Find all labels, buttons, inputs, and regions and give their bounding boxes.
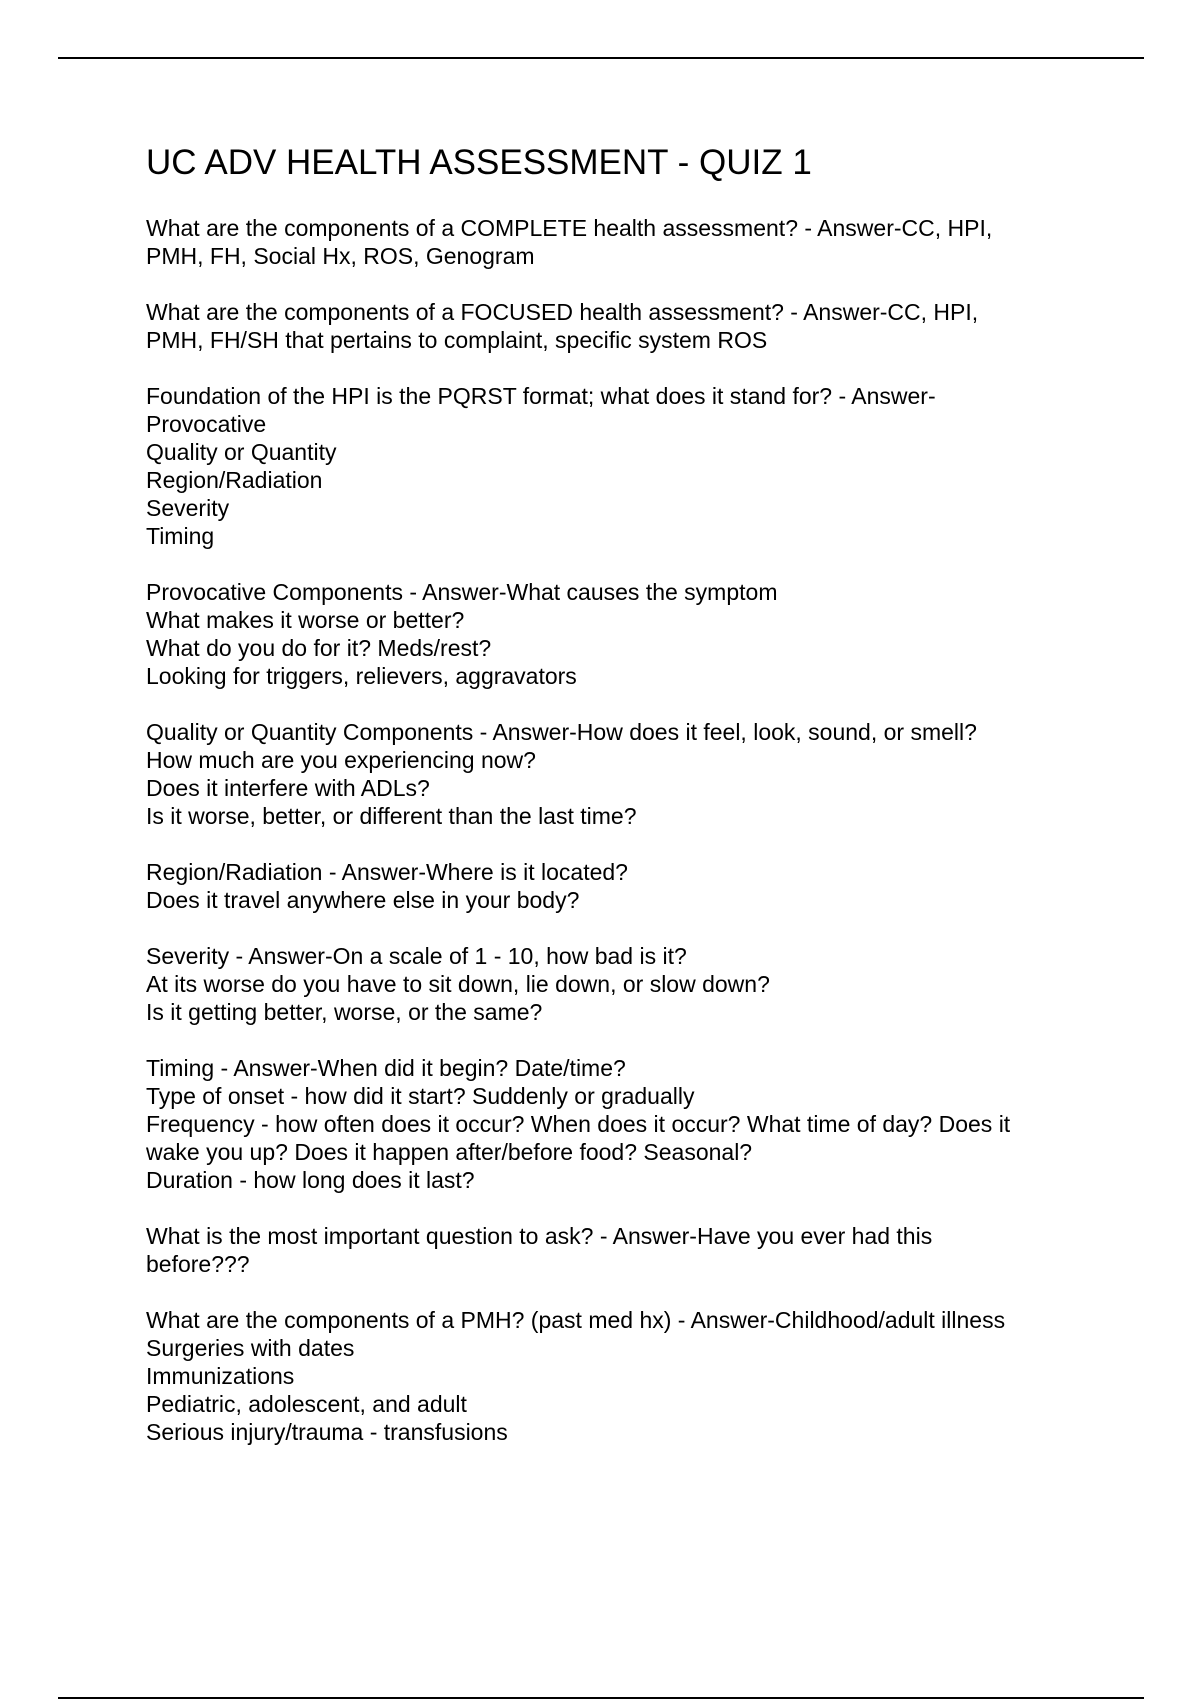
qa-item [146, 1222, 1086, 1278]
qa-list [146, 214, 1086, 1446]
document-title: UC ADV HEALTH ASSESSMENT - QUIZ 1 [146, 143, 812, 182]
qa-question-line: Quality or Quantity Components - Answer-How does it feel, look, sound, or smell? [146, 719, 977, 745]
qa-answer-line: How much are you experiencing now? [146, 747, 536, 773]
qa-answer-line: Does it travel anywhere else in your body? [146, 887, 580, 913]
qa-question-line: What are the components of a PMH? (past med hx) - Answer-Childhood/adult illness [146, 1307, 1006, 1333]
qa-item [146, 578, 1086, 690]
qa-question-line: Provocative Components - Answer-What causes the symptom [146, 579, 778, 605]
qa-answer-line: Does it interfere with ADLs? [146, 775, 430, 801]
qa-answer-line: Is it worse, better, or different than the last time? [146, 803, 637, 829]
footer-rule [58, 1697, 1144, 1699]
qa-answer-line: wake you up? Does it happen after/before food? Seasonal? [146, 1139, 753, 1165]
qa-answer-line: Frequency - how often does it occur? When does it occur? What time of day? Does it [146, 1111, 1011, 1137]
qa-item [146, 1306, 1086, 1446]
qa-answer-line: Severity [146, 495, 230, 521]
qa-answer-line: before??? [146, 1251, 250, 1277]
qa-question-line: Timing - Answer-When did it begin? Date/time? [146, 1055, 626, 1081]
qa-answer-line: Looking for triggers, relievers, aggravators [146, 663, 577, 689]
qa-answer-line: Type of onset - how did it start? Suddenly or gradually [146, 1083, 695, 1109]
qa-question-line: What are the components of a COMPLETE health assessment? - Answer-CC, HPI, [146, 215, 993, 241]
qa-question-line: Severity - Answer-On a scale of 1 - 10, how bad is it? [146, 943, 687, 969]
qa-answer-line: PMH, FH/SH that pertains to complaint, specific system ROS [146, 327, 768, 353]
qa-answer-line: Quality or Quantity [146, 439, 337, 465]
qa-answer-line: What do you do for it? Meds/rest? [146, 635, 492, 661]
qa-answer-line: Is it getting better, worse, or the same? [146, 999, 543, 1025]
qa-item [146, 382, 1086, 550]
qa-item [146, 858, 1086, 914]
qa-question-line: What is the most important question to ask? - Answer-Have you ever had this [146, 1223, 933, 1249]
qa-answer-line: Serious injury/trauma - transfusions [146, 1419, 508, 1445]
qa-item [146, 214, 1086, 270]
qa-question-line: Foundation of the HPI is the PQRST format; what does it stand for? - Answer- [146, 383, 936, 409]
qa-item [146, 298, 1086, 354]
header-rule [58, 57, 1144, 59]
qa-question-line: Region/Radiation - Answer-Where is it located? [146, 859, 628, 885]
qa-answer-line: PMH, FH, Social Hx, ROS, Genogram [146, 243, 535, 269]
qa-answer-line: Provocative [146, 411, 267, 437]
qa-answer-line: Surgeries with dates [146, 1335, 355, 1361]
qa-answer-line: Timing [146, 523, 215, 549]
qa-item [146, 718, 1086, 830]
qa-item [146, 942, 1086, 1026]
qa-answer-line: At its worse do you have to sit down, lie down, or slow down? [146, 971, 770, 997]
qa-item [146, 1054, 1086, 1194]
qa-answer-line: Immunizations [146, 1363, 295, 1389]
qa-answer-line: Pediatric, adolescent, and adult [146, 1391, 467, 1417]
qa-answer-line: Duration - how long does it last? [146, 1167, 475, 1193]
document-body [146, 140, 1086, 1474]
qa-answer-line: Region/Radiation [146, 467, 323, 493]
qa-question-line: What are the components of a FOCUSED health assessment? - Answer-CC, HPI, [146, 299, 979, 325]
qa-answer-line: What makes it worse or better? [146, 607, 465, 633]
